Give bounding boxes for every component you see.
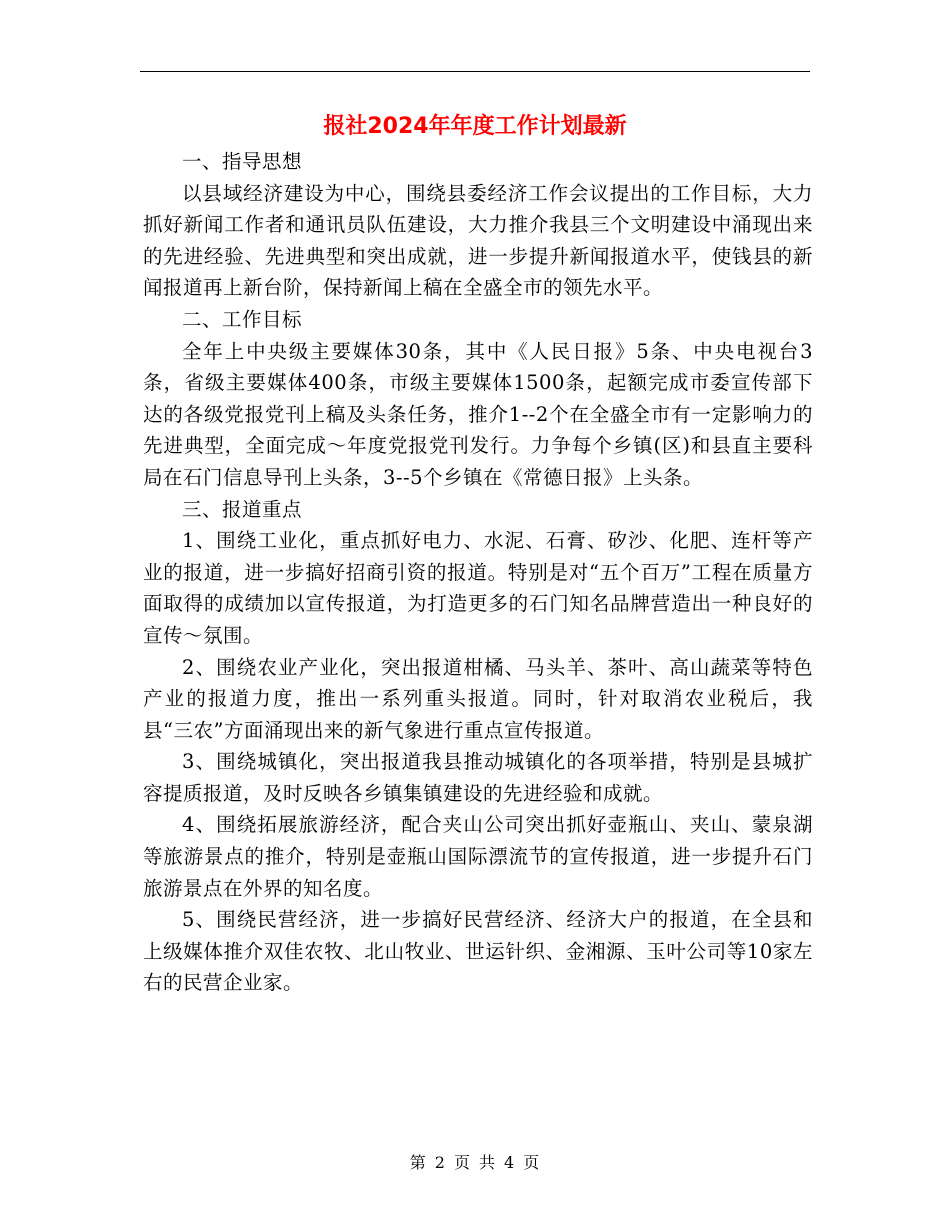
footer-ye-2: 页 xyxy=(523,1153,541,1172)
paragraph-guiding-ideology: 以县域经济建设为中心，围绕县委经济工作会议提出的工作目标，大力抓好新闻工作者和通讯员队伍建设，大力推介我县三个文明建设中涌现出来的先进经验、先进典型和突出成就，进一步提升新闻报道水平，使钱县的新闻报道再上新台阶，保持新闻上稿在全盛全市的领先水平。 xyxy=(143,181,813,300)
footer-gong: 共 xyxy=(479,1153,497,1172)
paragraph-focus-private-economy: 5、围绕民营经济，进一步搞好民营经济、经济大户的报道，在全县和上级媒体推介双佳农牧、北山牧业、世运针织、金湘源、玉叶公司等10家左右的民营企业家。 xyxy=(143,908,813,995)
document-title: 报社2024年年度工作计划最新 xyxy=(323,114,627,139)
paragraph-focus-agriculture: 2、围绕农业产业化，突出报道柑橘、马头羊、茶叶、高山蔬菜等特色产业的报道力度，推出一系列重头报道。同时，针对取消农业税后，我县“三农”方面涌现出来的新气象进行重点宣传报道。 xyxy=(143,655,813,742)
paragraph-focus-tourism: 4、围绕拓展旅游经济，配合夹山公司突出抓好壶瓶山、夹山、蒙泉湖等旅游景点的推介，特别是壶瓶山国际漂流节的宣传报道，进一步提升石门旅游景点在外界的知名度。 xyxy=(143,813,813,900)
document-body xyxy=(143,146,813,999)
paragraph-work-goals: 全年上中央级主要媒体30条，其中《人民日报》5条、中央电视台3条，省级主要媒体400条，市级主要媒体1500条，起额完成市委宣传部下达的各级党报党刊上稿及头条任务，推介1--2个在全盛全市有一定影响力的先进典型，全面完成～年度党报党刊发行。力争每个乡镇(区)和县直主要科局在石门信息导刊上头条，3--5个乡镇在《常德日报》上头条。 xyxy=(143,339,813,489)
paragraph-focus-urbanization: 3、围绕城镇化，突出报道我县推动城镇化的各项举措，特别是县城扩容提质报道，及时反映各乡镇集镇建设的先进经验和成就。 xyxy=(143,750,813,805)
total-page-count: 4 xyxy=(504,1153,516,1172)
header-rule xyxy=(140,71,810,72)
footer-di: 第 xyxy=(409,1153,427,1172)
section-heading-reporting-focus: 三、报道重点 xyxy=(182,497,303,521)
page-footer xyxy=(0,1151,950,1175)
section-heading-guiding-ideology: 一、指导思想 xyxy=(182,150,303,173)
footer-ye: 页 xyxy=(453,1153,471,1172)
section-heading-work-goals: 二、工作目标 xyxy=(182,307,303,331)
paragraph-focus-industrialization: 1、围绕工业化，重点抓好电力、水泥、石膏、矽沙、化肥、连杆等产业的报道，进一步搞好招商引资的报道。特别是对“五个百万”工程在质量方面取得的成绩加以宣传报道，为打造更多的石门知名品牌营造出一种良好的宣传～氛围。 xyxy=(143,529,813,647)
current-page-number: 2 xyxy=(434,1153,446,1172)
